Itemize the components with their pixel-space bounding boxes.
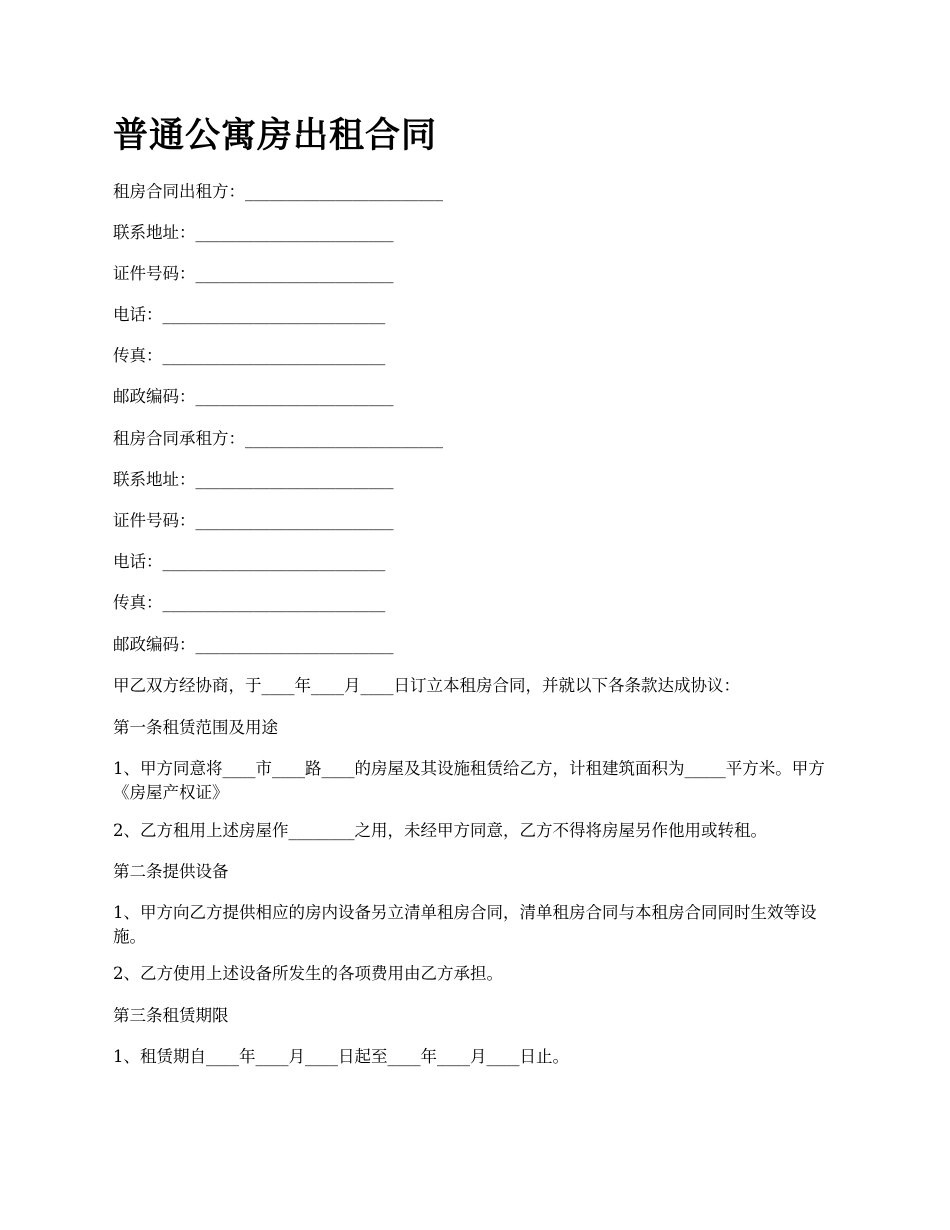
agreement-intro: 甲乙双方经协商，于____年____月____日订立本租房合同，并就以下各条款达成协议：: [113, 676, 740, 695]
lessor-address-field: 联系地址：________________________: [113, 223, 394, 242]
article-1-clause-1: 1、甲方同意将____市____路____的房屋及其设施租赁给乙方，计租建筑面积为_____平方米。甲方《房屋产权证》: [113, 759, 825, 802]
article-2-heading: 第二条提供设备: [113, 862, 229, 881]
lessee-id-number-field: 证件号码：________________________: [113, 511, 394, 530]
lessee-party-field: 租房合同承租方：________________________: [113, 429, 443, 448]
contract-title: 普通公寓房出租合同: [113, 115, 438, 156]
article-1-heading: 第一条租赁范围及用途: [113, 718, 278, 737]
lessee-phone-field: 电话：___________________________: [113, 552, 386, 571]
article-3-clause-1: 1、租赁期自____年____月____日起至____年____月____日止。: [113, 1047, 569, 1066]
lessee-fax-field: 传真：___________________________: [113, 593, 386, 612]
lessee-address-field: 联系地址：________________________: [113, 470, 394, 489]
lessee-postcode-field: 邮政编码：________________________: [113, 635, 394, 654]
article-3-heading: 第三条租赁期限: [113, 1006, 229, 1025]
lessor-fax-field: 传真：___________________________: [113, 346, 386, 365]
lessor-party-field: 租房合同出租方：________________________: [113, 182, 443, 201]
lessor-phone-field: 电话：___________________________: [113, 305, 386, 324]
lessor-id-number-field: 证件号码：________________________: [113, 264, 394, 283]
lessor-postcode-field: 邮政编码：________________________: [113, 387, 394, 406]
article-2-clause-1: 1、甲方向乙方提供相应的房内设备另立清单租房合同，清单租房合同与本租房合同同时生效等设施。: [113, 903, 817, 946]
article-2-clause-2: 2、乙方使用上述设备所发生的各项费用由乙方承担。: [113, 964, 503, 983]
article-1-clause-2: 2、乙方租用上述房屋作________之用，未经甲方同意，乙方不得将房屋另作他用或转租。: [113, 821, 767, 840]
